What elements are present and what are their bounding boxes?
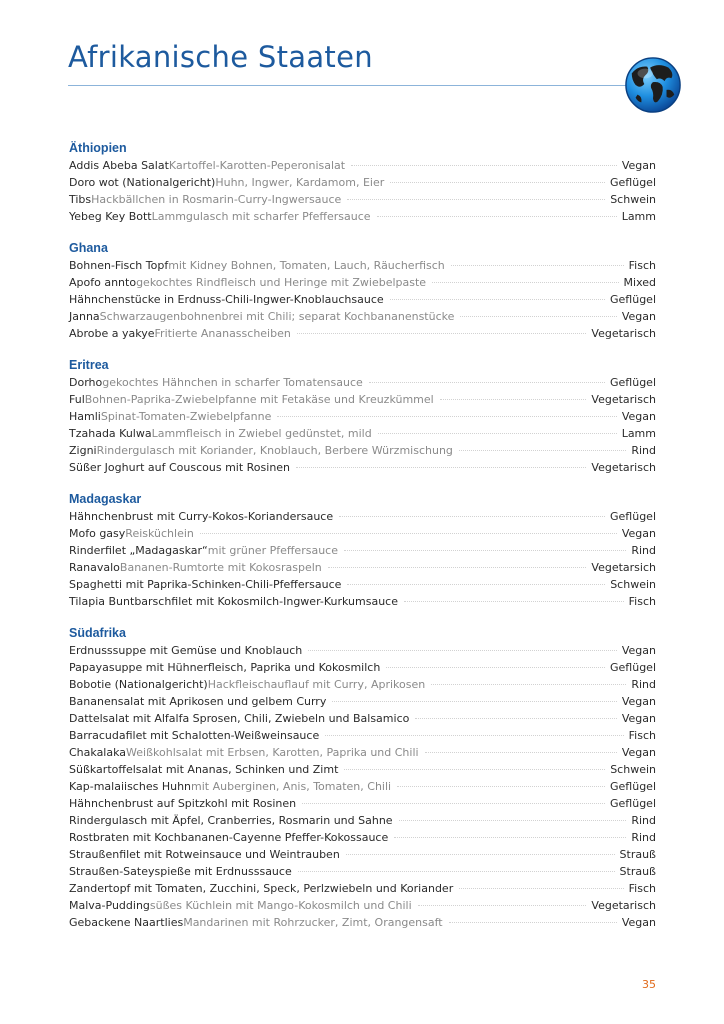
menu-item [69, 391, 656, 408]
dish-name: Yebeg Key Bott [69, 210, 152, 223]
menu-content [69, 140, 656, 946]
dot-leader [451, 265, 624, 266]
menu-item [69, 425, 656, 442]
dot-leader [399, 820, 627, 821]
dish-name: Spaghetti mit Paprika-Schinken-Chili-Pfeffersauce [69, 578, 342, 591]
dish-category: Vegan [621, 410, 656, 423]
dot-leader [459, 450, 626, 451]
menu-item [69, 542, 656, 559]
dot-leader [377, 216, 617, 217]
dish-category: Rind [631, 678, 656, 691]
menu-section [69, 491, 656, 610]
dish-category: Rind [631, 444, 656, 457]
dish-category: Geflügel [610, 797, 656, 810]
dish-name: Apofo annto [69, 276, 137, 289]
section-heading: Ghana [69, 241, 108, 255]
dish-category: Fisch [628, 259, 656, 272]
menu-item [69, 559, 656, 576]
dish-category: Geflügel [610, 780, 656, 793]
menu-item [69, 325, 656, 342]
dot-leader [347, 584, 605, 585]
dish-name: Tibs [69, 193, 92, 206]
dish-category: Vegan [621, 159, 656, 172]
dish-name: Zandertopf mit Tomaten, Zucchini, Speck, Perlzwiebeln und Koriander [69, 882, 454, 895]
dot-leader [347, 199, 605, 200]
dish-name: Barracudafilet mit Schalotten-Weißweinsauce [69, 729, 320, 742]
dish-name: Chakalaka [69, 746, 127, 759]
menu-item [69, 880, 656, 897]
dot-leader [449, 922, 617, 923]
dot-leader [302, 803, 605, 804]
menu-item [69, 274, 656, 291]
dish-category: Schwein [610, 763, 656, 776]
dish-name: Süßkartoffelsalat mit Ananas, Schinken und Zimt [69, 763, 339, 776]
dish-name: Abrobe a yakye [69, 327, 155, 340]
section-heading: Südafrika [69, 626, 126, 640]
dish-category: Rind [631, 831, 656, 844]
dish-category: Lamm [621, 427, 656, 440]
menu-item [69, 761, 656, 778]
dish-category: Geflügel [610, 661, 656, 674]
menu-item [69, 659, 656, 676]
menu-item [69, 897, 656, 914]
dish-category: Vegetarisch [591, 899, 656, 912]
dish-category: Rind [631, 814, 656, 827]
dish-description: Reisküchlein [125, 527, 194, 540]
dot-leader [351, 165, 617, 166]
dish-category: Geflügel [610, 510, 656, 523]
dish-category: Vegan [621, 916, 656, 929]
dot-leader [418, 905, 587, 906]
dot-leader [432, 282, 618, 283]
dish-category: Lamm [621, 210, 656, 223]
menu-item [69, 576, 656, 593]
dish-name: Rinderfilet „Madagaskar“ [69, 544, 208, 557]
menu-item [69, 459, 656, 476]
globe-icon [624, 56, 682, 114]
menu-item [69, 291, 656, 308]
dish-description: Bohnen-Paprika-Zwiebelpfanne mit Fetakäse und Kreuzkümmel [84, 393, 434, 406]
menu-item [69, 374, 656, 391]
dot-leader [297, 333, 587, 334]
dish-name: Tzahada Kulwa [69, 427, 152, 440]
dish-category: Geflügel [610, 176, 656, 189]
section-heading: Äthiopien [69, 141, 127, 155]
menu-item [69, 795, 656, 812]
menu-item [69, 508, 656, 525]
dot-leader [200, 533, 617, 534]
dish-name: Süßer Joghurt auf Couscous mit Rosinen [69, 461, 291, 474]
menu-item [69, 642, 656, 659]
menu-item [69, 744, 656, 761]
dish-description: Hackbällchen in Rosmarin-Curry-Ingwersauce [91, 193, 342, 206]
dish-category: Vegan [621, 695, 656, 708]
dish-name: Gebackene Naartlies [69, 916, 184, 929]
dot-leader [378, 433, 617, 434]
dish-name: Janna [69, 310, 100, 323]
dish-name: Rindergulasch mit Äpfel, Cranberries, Rosmarin und Sahne [69, 814, 393, 827]
section-heading: Madagaskar [69, 492, 142, 506]
dot-leader [394, 837, 626, 838]
dot-leader [332, 701, 617, 702]
dish-description: mit Kidney Bohnen, Tomaten, Lauch, Räucherfisch [168, 259, 445, 272]
dish-name: Erdnusssuppe mit Gemüse und Knoblauch [69, 644, 303, 657]
dish-description: mit grüner Pfeffersauce [207, 544, 338, 557]
dish-name: Kap-malaiisches Huhn [69, 780, 192, 793]
dish-description: Spinat-Tomaten-Zwiebelpfanne [100, 410, 272, 423]
dish-category: Schwein [610, 578, 656, 591]
menu-item [69, 846, 656, 863]
dot-leader [328, 567, 587, 568]
dot-leader [344, 769, 605, 770]
dish-category: Vegetarsich [591, 561, 656, 574]
dish-name: Ful [69, 393, 85, 406]
menu-item [69, 693, 656, 710]
dish-name: Mofo gasy [69, 527, 126, 540]
dish-name: Hamli [69, 410, 101, 423]
dish-name: Malva-Pudding [69, 899, 150, 912]
dish-description: Huhn, Ingwer, Kardamom, Eier [215, 176, 385, 189]
menu-item [69, 778, 656, 795]
dot-leader [386, 667, 605, 668]
dot-leader [431, 684, 626, 685]
dish-category: Fisch [628, 882, 656, 895]
dot-leader [459, 888, 623, 889]
menu-section [69, 625, 656, 931]
dish-name: Tilapia Buntbarschfilet mit Kokosmilch-Ingwer-Kurkumsauce [69, 595, 398, 608]
dish-description: mit Auberginen, Anis, Tomaten, Chili [191, 780, 392, 793]
menu-section [69, 357, 656, 476]
dish-name: Addis Abeba Salat [69, 159, 169, 172]
menu-item [69, 710, 656, 727]
dish-description: Hackfleischauflauf mit Curry, Aprikosen [207, 678, 426, 691]
dot-leader [390, 182, 605, 183]
menu-item [69, 525, 656, 542]
dish-name: Hähnchenbrust auf Spitzkohl mit Rosinen [69, 797, 297, 810]
dish-description: Rindergulasch mit Koriander, Knoblauch, Berbere Würzmischung [96, 444, 453, 457]
dot-leader [404, 601, 624, 602]
dish-category: Mixed [623, 276, 656, 289]
dish-description: Lammgulasch mit scharfer Pfeffersauce [151, 210, 371, 223]
dot-leader [277, 416, 616, 417]
page-title: Afrikanische Staaten [68, 40, 373, 74]
menu-item [69, 208, 656, 225]
dot-leader [298, 871, 615, 872]
dot-leader [339, 516, 605, 517]
menu-item [69, 914, 656, 931]
dish-name: Rostbraten mit Kochbananen-Cayenne Pfeffer-Kokossauce [69, 831, 389, 844]
dish-name: Hähnchenbrust mit Curry-Kokos-Koriandersauce [69, 510, 334, 523]
dish-description: Bananen-Rumtorte mit Kokosraspeln [119, 561, 322, 574]
menu-item [69, 593, 656, 610]
dot-leader [296, 467, 586, 468]
dish-category: Vegan [621, 746, 656, 759]
dish-description: Fritierte Ananasscheiben [154, 327, 291, 340]
dish-name: Zigni [69, 444, 97, 457]
dish-category: Schwein [610, 193, 656, 206]
dish-category: Vegetarisch [591, 461, 656, 474]
title-divider [68, 85, 634, 86]
dot-leader [425, 752, 617, 753]
dish-description: gekochtes Hähnchen in scharfer Tomatensauce [102, 376, 363, 389]
dish-name: Dattelsalat mit Alfalfa Sprosen, Chili, Zwiebeln und Balsamico [69, 712, 410, 725]
dish-category: Strauß [619, 865, 656, 878]
menu-item [69, 863, 656, 880]
menu-item [69, 727, 656, 744]
dot-leader [390, 299, 605, 300]
dish-description: gekochtes Rindfleisch und Heringe mit Zwiebelpaste [136, 276, 427, 289]
dot-leader [460, 316, 616, 317]
dish-category: Vegan [621, 310, 656, 323]
dish-description: Mandarinen mit Rohrzucker, Zimt, Orangensaft [183, 916, 443, 929]
dish-description: Kartoffel-Karotten-Peperonisalat [168, 159, 346, 172]
dot-leader [346, 854, 615, 855]
menu-item [69, 174, 656, 191]
dot-leader [415, 718, 617, 719]
menu-item [69, 157, 656, 174]
menu-section [69, 240, 656, 342]
menu-item [69, 676, 656, 693]
menu-item [69, 812, 656, 829]
dish-category: Vegetarisch [591, 393, 656, 406]
dish-name: Bohnen-Fisch Topf [69, 259, 169, 272]
menu-item [69, 442, 656, 459]
dish-name: Dorho [69, 376, 103, 389]
dish-name: Doro wot (Nationalgericht) [69, 176, 216, 189]
dish-category: Vegan [621, 644, 656, 657]
dish-description: süßes Küchlein mit Mango-Kokosmilch und Chili [149, 899, 412, 912]
dot-leader [325, 735, 623, 736]
dish-description: Lammfleisch in Zwiebel gedünstet, mild [151, 427, 372, 440]
dish-name: Straußenfilet mit Rotweinsauce und Weintrauben [69, 848, 340, 861]
dot-leader [440, 399, 587, 400]
dish-category: Vegetarisch [591, 327, 656, 340]
dot-leader [369, 382, 605, 383]
dish-name: Bananensalat mit Aprikosen und gelbem Curry [69, 695, 327, 708]
dish-category: Rind [631, 544, 656, 557]
dish-name: Hähnchenstücke in Erdnuss-Chili-Ingwer-Knoblauchsauce [69, 293, 384, 306]
dot-leader [344, 550, 626, 551]
dish-category: Vegan [621, 527, 656, 540]
dish-category: Geflügel [610, 376, 656, 389]
dish-name: Bobotie (Nationalgericht) [69, 678, 208, 691]
dish-description: Schwarzaugenbohnenbrei mit Chili; separat Kochbananenstücke [99, 310, 455, 323]
menu-item [69, 829, 656, 846]
page-number: 35 [642, 978, 656, 991]
dish-category: Vegan [621, 712, 656, 725]
dish-name: Papayasuppe mit Hühnerfleisch, Paprika und Kokosmilch [69, 661, 381, 674]
menu-section [69, 140, 656, 225]
section-heading: Eritrea [69, 358, 109, 372]
menu-item [69, 308, 656, 325]
dish-name: Straußen-Sateyspieße mit Erdnusssauce [69, 865, 292, 878]
menu-item [69, 408, 656, 425]
dish-category: Fisch [628, 729, 656, 742]
menu-item [69, 257, 656, 274]
dot-leader [397, 786, 605, 787]
dot-leader [308, 650, 617, 651]
dish-category: Fisch [628, 595, 656, 608]
menu-item [69, 191, 656, 208]
dish-name: Ranavalo [69, 561, 120, 574]
dish-description: Weißkohlsalat mit Erbsen, Karotten, Paprika und Chili [126, 746, 419, 759]
dish-category: Strauß [619, 848, 656, 861]
dish-category: Geflügel [610, 293, 656, 306]
